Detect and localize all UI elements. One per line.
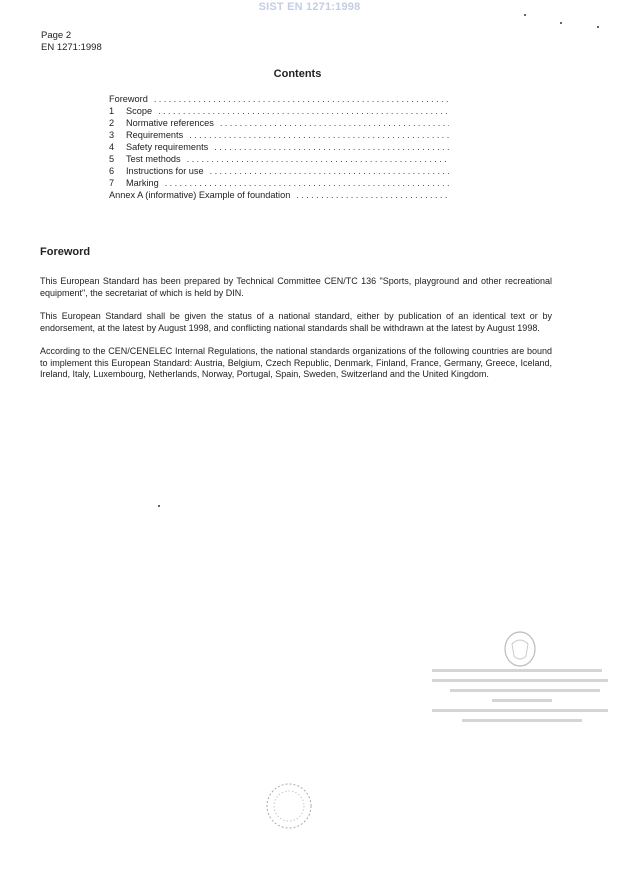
toc-item-label: Scope bbox=[126, 106, 153, 116]
toc-item-number: 4 bbox=[109, 142, 115, 152]
scan-speck bbox=[158, 505, 160, 507]
toc-item-test-methods[interactable] bbox=[109, 153, 449, 165]
scan-speck bbox=[560, 22, 562, 24]
toc-item-scope[interactable] bbox=[109, 105, 449, 117]
toc-leader-dots bbox=[296, 189, 449, 201]
foreword-paragraph: This European Standard has been prepared by Technical Committee CEN/TC 136 "Sports, playground and other recreational equipment", the secretariat of which is held by DIN. bbox=[40, 276, 552, 298]
toc-item-number: 6 bbox=[109, 166, 115, 176]
toc-item-number: 5 bbox=[109, 154, 115, 164]
page-header bbox=[41, 30, 102, 54]
foreword-paragraph: This European Standard shall be given the status of a national standard, either by publication of an identical text or by endorsement, at the latest by August 1998, and conflicting national standards shall be withdrawn at the latest by August 1998. bbox=[40, 311, 552, 333]
toc-item-number: 3 bbox=[109, 130, 115, 140]
toc-item-requirements[interactable] bbox=[109, 129, 449, 141]
toc-item-label: Requirements bbox=[126, 130, 184, 140]
toc-leader-dots bbox=[154, 93, 449, 105]
toc-item-number: 2 bbox=[109, 118, 115, 128]
toc-leader-dots bbox=[220, 117, 449, 129]
foreword-body bbox=[40, 276, 552, 393]
toc-item-number: 7 bbox=[109, 178, 115, 188]
toc-item-label: Annex A (informative) Example of foundation bbox=[109, 190, 291, 200]
toc-leader-dots bbox=[187, 153, 449, 165]
toc-leader-dots bbox=[189, 129, 449, 141]
scan-speck bbox=[597, 26, 599, 28]
toc-item-foreword[interactable] bbox=[109, 93, 449, 105]
toc-leader-dots bbox=[214, 141, 449, 153]
foreword-heading: Foreword bbox=[40, 246, 91, 258]
toc-leader-dots bbox=[158, 105, 449, 117]
toc-item-label: Instructions for use bbox=[126, 166, 204, 176]
toc-item-label: Test methods bbox=[126, 154, 181, 164]
contents-title: Contents bbox=[273, 68, 322, 80]
scan-speck bbox=[524, 14, 526, 16]
toc-item-label: Marking bbox=[126, 178, 159, 188]
toc-item-safety-requirements[interactable] bbox=[109, 141, 449, 153]
toc-item-normative-references[interactable] bbox=[109, 117, 449, 129]
faint-stamp-block bbox=[432, 662, 612, 742]
watermark-text: SIST EN 1271:1998 bbox=[258, 1, 361, 13]
toc-item-instructions-for-use[interactable] bbox=[109, 165, 449, 177]
toc-item-marking[interactable] bbox=[109, 177, 449, 189]
standard-id: EN 1271:1998 bbox=[41, 42, 102, 53]
foreword-paragraph: According to the CEN/CENELEC Internal Regulations, the national standards organizations of the following countries are bound to implement this European Standard: Austria, Belgium, Czech Republic, Denmark, Finland, France, Germany, Greece, Iceland, Ireland, Italy, Luxembourg, Netherlands, Norway, Portugal, Spain, Sweden, Switzerland and the United Kingdom. bbox=[40, 346, 552, 379]
toc-item-label: Foreword bbox=[109, 94, 148, 104]
toc-item-label: Normative references bbox=[126, 118, 214, 128]
round-stamp bbox=[264, 781, 314, 831]
page-number: Page 2 bbox=[41, 30, 72, 41]
toc-item-label: Safety requirements bbox=[126, 142, 209, 152]
toc-item-annex-a[interactable] bbox=[109, 189, 449, 201]
toc-leader-dots bbox=[210, 165, 449, 177]
toc-item-number: 1 bbox=[109, 106, 115, 116]
toc-leader-dots bbox=[165, 177, 449, 189]
table-of-contents bbox=[109, 93, 449, 201]
